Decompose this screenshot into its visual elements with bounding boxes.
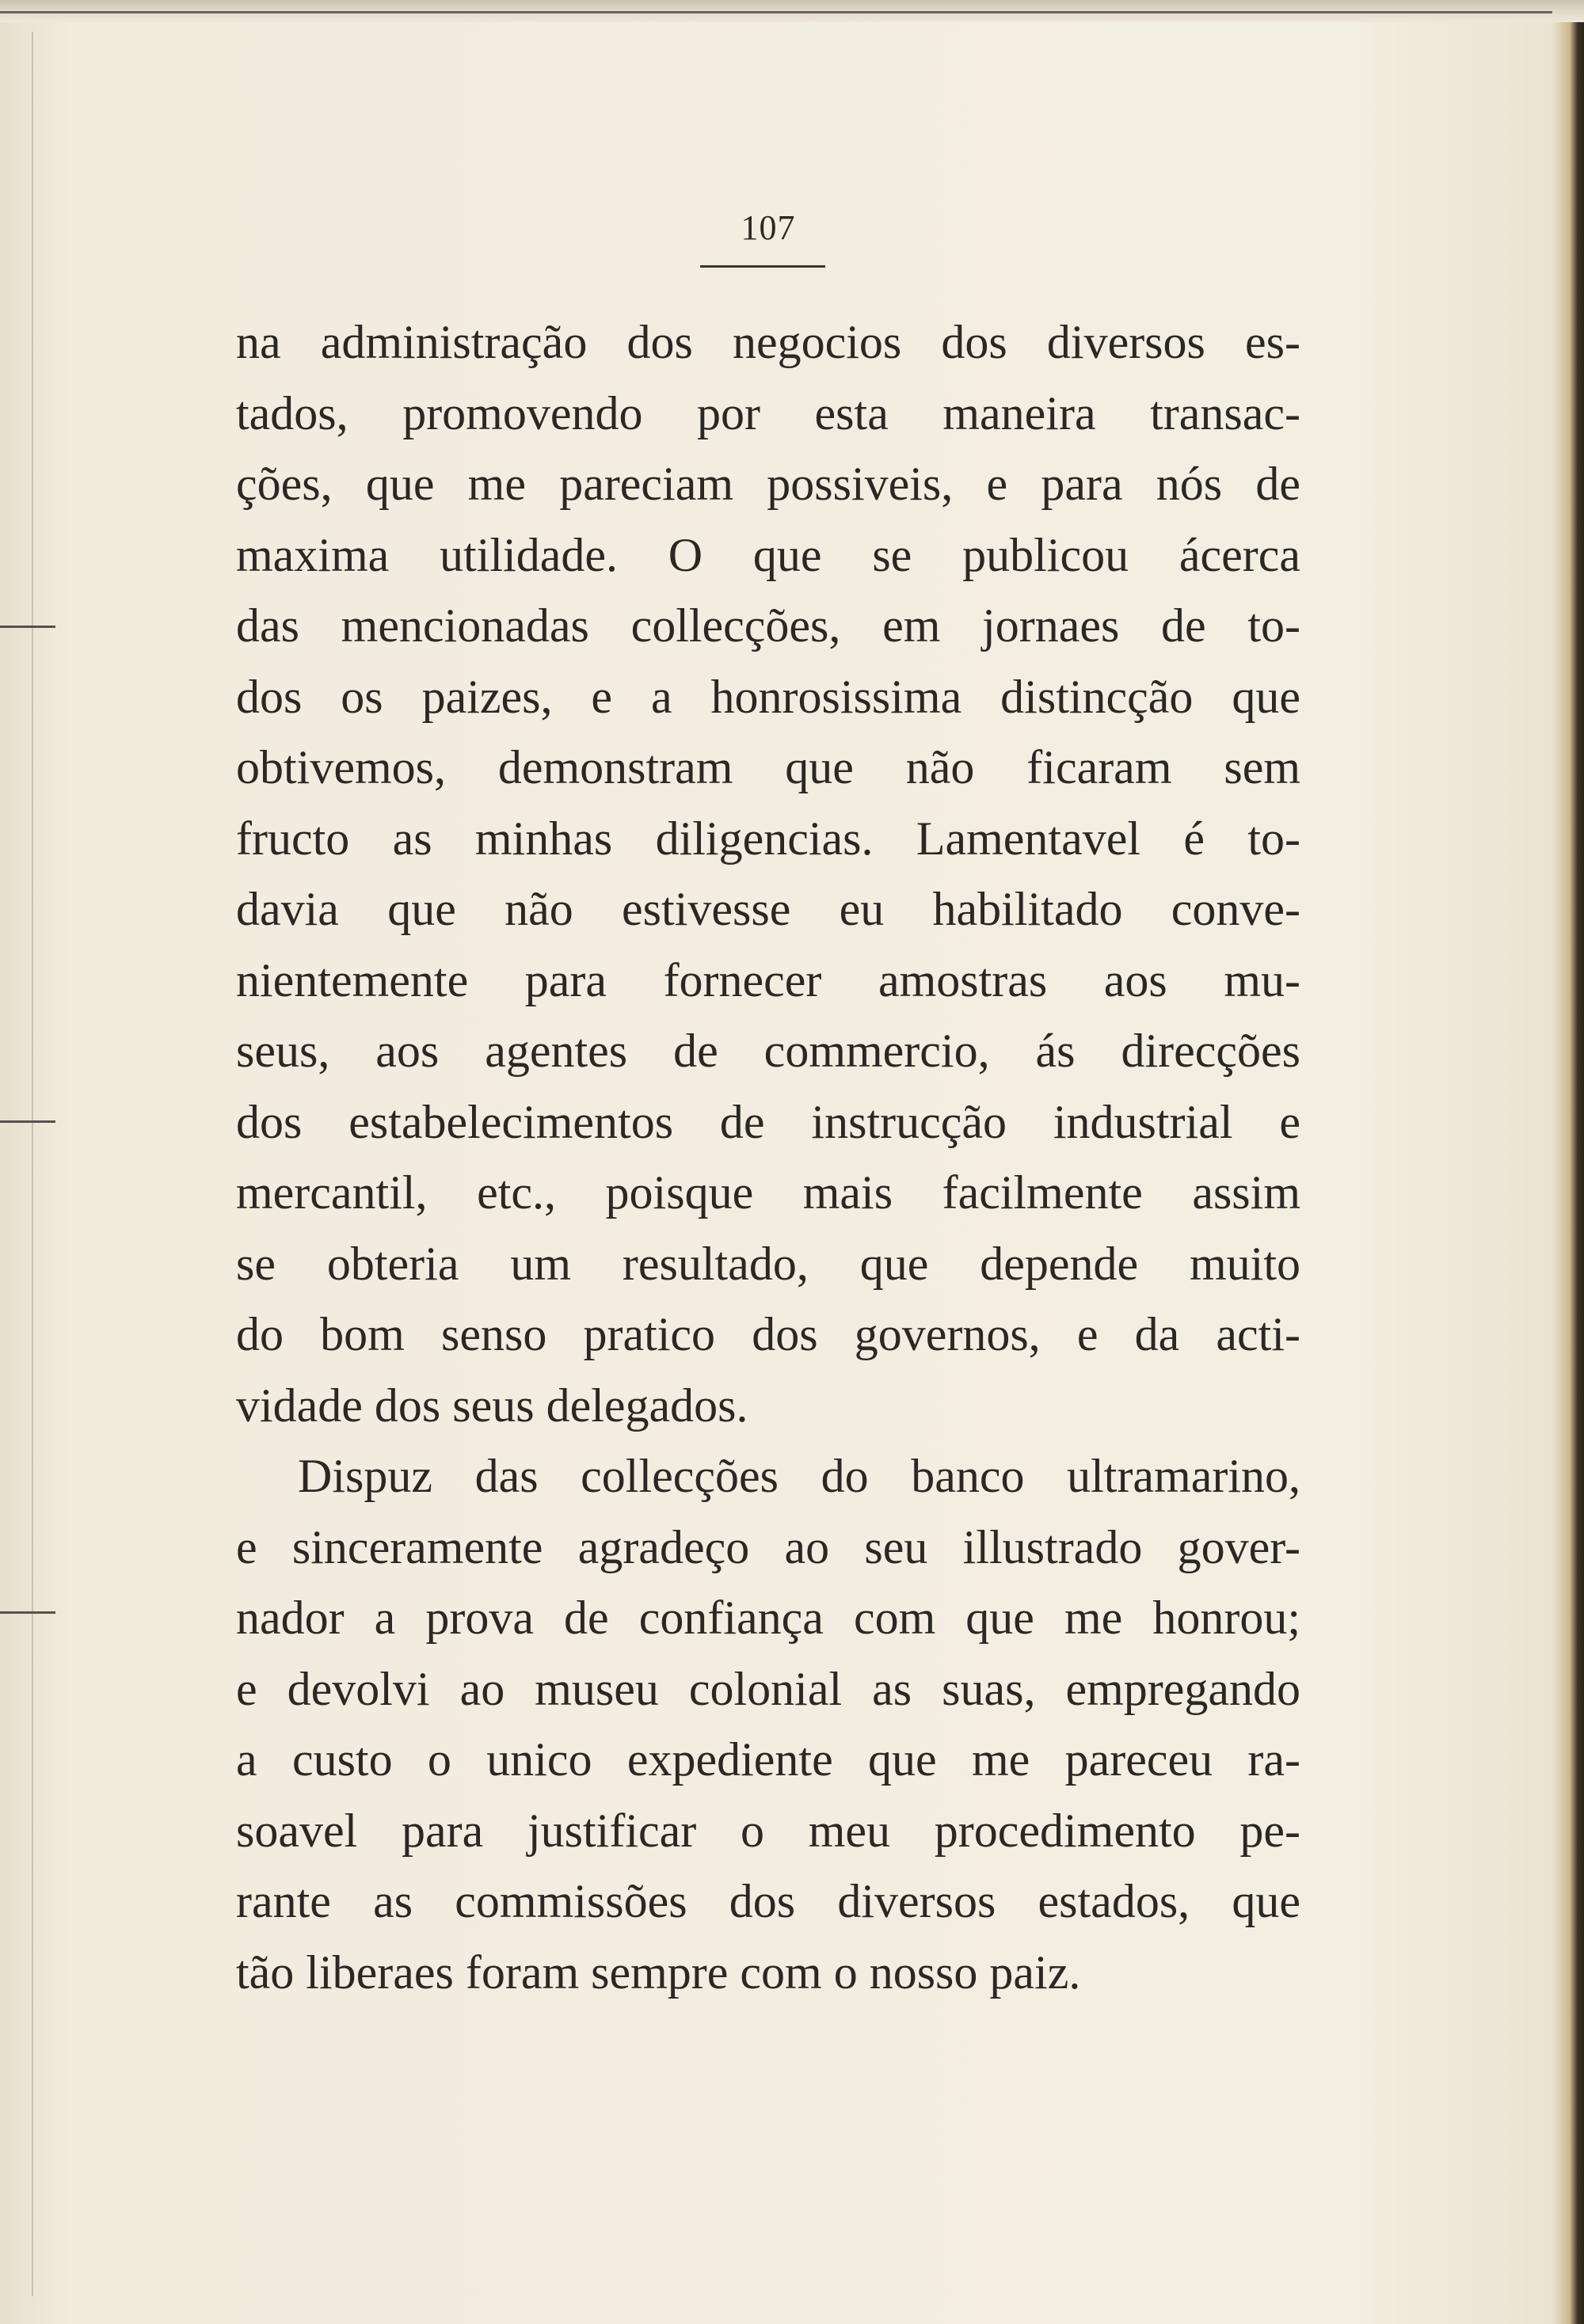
text-line: e devolvi ao museu colonial as suas, empregando [236, 1662, 1300, 1715]
text-line: rante as commissões dos diversos estados, que [236, 1875, 1300, 1927]
text-line: nador a prova de confiança com que me honrou; [236, 1592, 1300, 1644]
page-number-rule [700, 265, 825, 268]
body-text [236, 307, 1300, 2008]
text-line: mercantil, etc., poisque mais facilmente assim [236, 1166, 1300, 1219]
text-line: dos os paizes, e a honrosissima distincção que [236, 670, 1300, 723]
text-line: soavel para justificar o meu procedimento pe- [236, 1804, 1300, 1857]
gutter-mark [0, 626, 55, 628]
paragraph-1 [236, 307, 1300, 1441]
top-border-line [0, 11, 1552, 13]
text-line: na administração dos negocios dos diversos es- [236, 316, 1300, 368]
text-line: tão liberaes foram sempre com o nosso paiz. [236, 1946, 1081, 1999]
text-line: do bom senso pratico dos governos, e da acti- [236, 1308, 1300, 1360]
text-line: fructo as minhas diligencias. Lamentavel é to- [236, 812, 1300, 865]
gutter-mark [0, 1120, 55, 1123]
text-line: vidade dos seus delegados. [236, 1379, 748, 1432]
text-line: se obteria um resultado, que depende muito [236, 1237, 1300, 1290]
text-line: ções, que me pareciam possiveis, e para nós de [236, 458, 1300, 510]
text-line: e sinceramente agradeço ao seu illustrado gover- [236, 1520, 1300, 1573]
text-line: seus, aos agentes de commercio, ás direcções [236, 1025, 1300, 1077]
text-line: Dispuz das collecções do banco ultramarino, [298, 1450, 1300, 1502]
page-number: 107 [741, 208, 796, 247]
text-line: maxima utilidade. O que se publicou ácerca [236, 528, 1300, 581]
text-line: das mencionadas collecções, em jornaes de to- [236, 599, 1300, 652]
text-line: dos estabelecimentos de instrucção industrial e [236, 1095, 1300, 1148]
gutter-mark [0, 1611, 55, 1614]
text-line: nientemente para fornecer amostras aos mu- [236, 953, 1300, 1006]
text-line: davia que não estivesse eu habilitado conve- [236, 883, 1300, 935]
text-line: obtivemos, demonstram que não ficaram sem [236, 741, 1300, 793]
left-margin-line [32, 32, 33, 2296]
paragraph-2 [236, 1441, 1300, 2008]
text-line: a custo o unico expediente que me pareceu ra- [236, 1733, 1300, 1786]
text-line: tados, promovendo por esta maneira transac- [236, 386, 1300, 439]
